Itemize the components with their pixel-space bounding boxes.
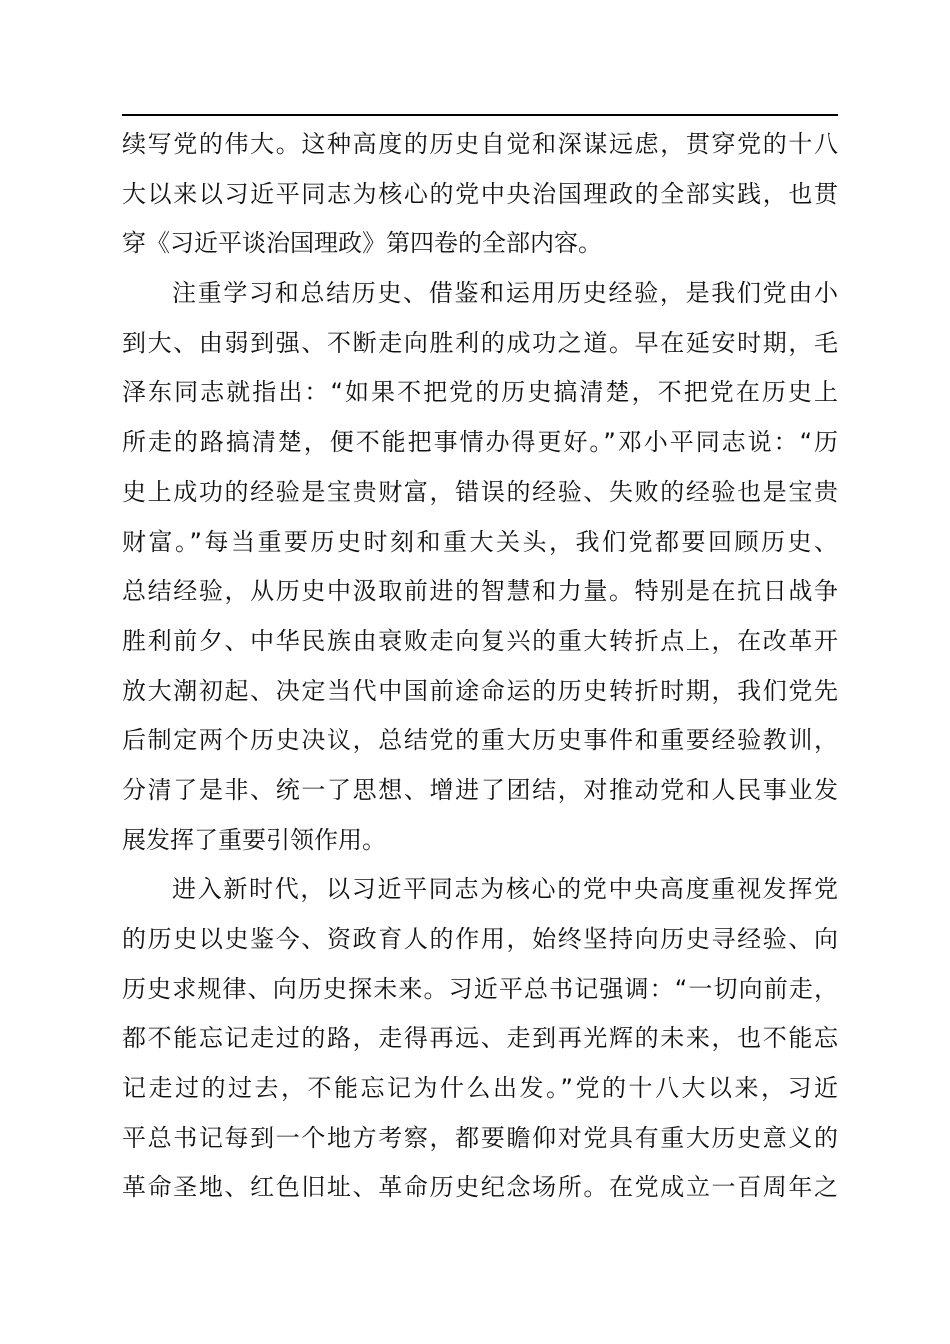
paragraph-1-line-1: 续写党的伟大。这种高度的历史自觉和深谋远虑，贯穿党的十八 (122, 130, 838, 158)
paragraph-3-line-6: 平总书记每到一个地方考察，都要瞻仰对党具有重大历史意义的 (122, 1123, 838, 1152)
paragraph-2-line-6: 财富。”每当重要历史时刻和重大关头，我们党都要回顾历史、 (122, 527, 838, 556)
paragraph-2-line-10: 后制定两个历史决议，总结党的重大历史事件和重要经验教训， (122, 726, 838, 755)
paragraph-2-line-8: 胜利前夕、中华民族由衰败走向复兴的重大转折点上，在改革开 (122, 626, 838, 655)
paragraph-3-line-5: 记走过的过去，不能忘记为什么出发。”党的十八大以来，习近 (122, 1074, 838, 1103)
header-rule (122, 114, 838, 116)
paragraph-2-line-12: 展发挥了重要引领作用。 (122, 825, 386, 854)
paragraph-2-line-7: 总结经验，从历史中汲取前进的智慧和力量。特别是在抗日战争 (122, 577, 838, 606)
paragraph-2-line-2: 到大、由弱到强、不断走向胜利的成功之道。早在延安时期，毛 (122, 328, 838, 357)
paragraph-2-line-11: 分清了是非、统一了思想、增进了团结，对推动党和人民事业发 (122, 775, 838, 804)
paragraph-3-line-7: 革命圣地、红色旧址、革命历史纪念场所。在党成立一百周年之 (122, 1173, 838, 1202)
paragraph-3-line-4: 都不能忘记走过的路，走得再远、走到再光辉的未来，也不能忘 (122, 1024, 838, 1053)
paragraph-2-line-1: 注重学习和总结历史、借鉴和运用历史经验，是我们党由小 (172, 279, 838, 308)
paragraph-3-line-1: 进入新时代，以习近平同志为核心的党中央高度重视发挥党 (172, 875, 838, 904)
paragraph-2-line-3: 泽东同志就指出：“如果不把党的历史搞清楚，不把党在历史上 (122, 378, 838, 407)
body-text (122, 120, 842, 1213)
paragraph-2-line-4: 所走的路搞清楚，便不能把事情办得更好。”邓小平同志说：“历 (122, 428, 838, 457)
paragraph-1-line-3: 穿《习近平谈治国理政》第四卷的全部内容。 (122, 229, 602, 258)
paragraph-2-line-5: 史上成功的经验是宝贵财富，错误的经验、失败的经验也是宝贵 (122, 477, 838, 506)
paragraph-3-line-3: 历史求规律、向历史探未来。习近平总书记强调：“一切向前走， (122, 974, 838, 1003)
paragraph-1-line-2: 大以来以习近平同志为核心的党中央治国理政的全部实践，也贯 (122, 179, 838, 208)
paragraph-2-line-9: 放大潮初起、决定当代中国前途命运的历史转折时期，我们党先 (122, 676, 838, 705)
paragraph-3-line-2: 的历史以史鉴今、资政育人的作用，始终坚持向历史寻经验、向 (122, 925, 838, 953)
